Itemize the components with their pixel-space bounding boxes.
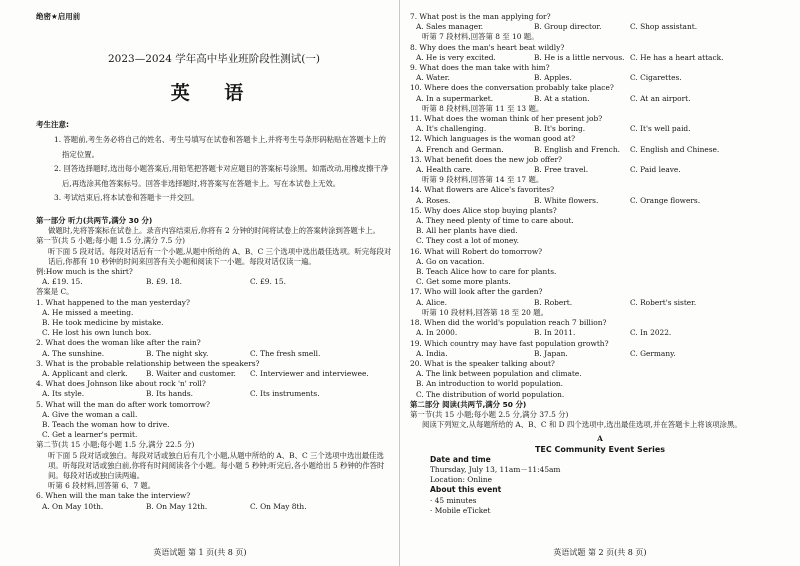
question: 20. What is the speaker talking about? <box>410 358 555 368</box>
option: A. Roses. <box>416 195 451 205</box>
option: C. Germany. <box>630 348 676 358</box>
option: C. It's well paid. <box>630 124 691 134</box>
confidential-mark: 绝密★启用前 <box>36 12 81 21</box>
notice-list <box>36 133 392 206</box>
option: A. Alice. <box>416 297 447 307</box>
subject-title: 英 语 <box>170 82 258 105</box>
option: C. Shop assistant. <box>630 22 698 32</box>
option: B. Robert. <box>534 297 573 307</box>
option: C. He lost his own lunch box. <box>42 328 152 338</box>
option: A. Go on vacation. <box>416 256 485 266</box>
options-row <box>36 349 392 359</box>
option: B. It's boring. <box>534 124 586 134</box>
option: C. He has a heart attack. <box>630 52 724 62</box>
options-row <box>410 196 790 206</box>
options-row <box>410 145 790 155</box>
section1-title: 第一节(共 5 小题;每小题 1.5 分,满分 7.5 分) <box>36 236 185 246</box>
question: 16. What will Robert do tomorrow? <box>410 246 543 256</box>
page-2 <box>400 0 800 566</box>
option: C. On May 8th. <box>250 501 307 511</box>
location-text: Location: Online <box>430 475 492 485</box>
option: A. India. <box>416 348 448 358</box>
notice-item: 2. 回答选择题时,选出每小题答案后,用铅笔把答题卡对应题目的答案标号涂黑。如需改动,用橡皮擦干净后,再选涂其他答案标号。回答非选择题时,将答案写在答题卡上。写在本试卷上无效。 <box>54 164 389 188</box>
option: B. Its hands. <box>146 389 193 399</box>
part1-intro: 做题时,先将答案标在试卷上。录音内容结束后,你将有 2 分钟的时间将试卷上的答案转涂到答题卡上。 <box>48 226 380 236</box>
option: A. Water. <box>416 73 450 83</box>
question: 4. What does Johnson like about rock 'n' roll? <box>36 379 206 389</box>
section1-intro: 听下面 5 段对话。每段对话后有一个小题,从题中所给的 A、B、C 三个选项中选出最佳选项。听完每段对话后,你都有 10 秒钟的时间来回答有关小题和阅读下一小题。每段对话仅读一遍。 <box>48 246 392 266</box>
reading-section1-title: 第一节(共 15 小题;每小题 2.5 分,满分 37.5 分) <box>410 409 569 419</box>
notice-item: 3. 考试结束后,将本试卷和答题卡一并交回。 <box>54 193 199 203</box>
question: 3. What is the probable relationship between the speakers? <box>36 358 260 368</box>
option: C. They cost a lot of money. <box>416 236 519 246</box>
option: B. Japan. <box>534 348 568 358</box>
option: B. All her plants have died. <box>416 226 518 236</box>
question: 19. Which country may have fast population growth? <box>410 338 609 348</box>
options-row <box>410 349 790 359</box>
page-footer: 英语试题 第 2 页(共 8 页) <box>553 547 647 557</box>
material-note: 听第 10 段材料,回答第 18 至 20 题。 <box>422 307 548 317</box>
material-note: 听第 6 段材料,回答第 6、7 题。 <box>48 481 156 491</box>
options-row <box>410 94 790 104</box>
option: A. In 2000. <box>416 328 458 338</box>
option: A. French and German. <box>416 144 504 154</box>
option: C. At an airport. <box>630 93 691 103</box>
part1-title: 第一部分 听力(共两节,满分 30 分) <box>36 215 153 225</box>
option: A. Its style. <box>42 389 85 399</box>
options-row <box>36 502 392 512</box>
option: C. English and Chinese. <box>630 144 720 154</box>
example-answer: 答案是 C。 <box>36 287 74 297</box>
question: 5. What will the man do after work tomorrow? <box>36 399 210 409</box>
example-options <box>36 277 392 287</box>
option: A. Health care. <box>416 165 473 175</box>
page-footer: 英语试题 第 1 页(共 8 页) <box>153 547 247 557</box>
exam-title: 2023—2024 学年高中毕业班阶段性测试(一) <box>108 53 320 66</box>
option: C. Interviewer and interviewee. <box>250 368 369 378</box>
question-list-1 <box>36 298 392 441</box>
bullet-item: · 45 minutes <box>430 495 477 505</box>
option: B. Waiter and customer. <box>146 368 236 378</box>
options-row <box>36 389 392 399</box>
material-note: 听第 9 段材料,回答第 14 至 17 题。 <box>422 175 544 185</box>
option: A. He missed a meeting. <box>42 307 134 317</box>
option: B. Group director. <box>534 22 602 32</box>
question: 1. What happened to the man yesterday? <box>36 297 190 307</box>
question: 8. Why does the man's heart beat wildly? <box>410 42 565 52</box>
notice-item: 1. 答题前,考生务必将自己的姓名、考生号填写在试卷和答题卡上,并将考生号条形码粘贴在答题卡上的指定位置。 <box>54 135 386 159</box>
option: B. In 2011. <box>534 328 576 338</box>
option: B. An introduction to world population. <box>416 379 564 389</box>
passage-title: TEC Community Event Series <box>534 444 666 454</box>
option: C. The distribution of world population. <box>416 389 565 399</box>
option: C. In 2022. <box>630 328 672 338</box>
options-row <box>410 328 790 338</box>
option: B. He is a little nervous. <box>534 52 625 62</box>
option: B. Apples. <box>534 73 572 83</box>
bullet-item: · Mobile eTicket <box>430 505 491 515</box>
options-row <box>410 124 790 134</box>
section2-title: 第二节(共 15 小题;每小题 1.5 分,满分 22.5 分) <box>36 440 195 450</box>
option: B. £9. 18. <box>146 277 182 287</box>
option: B. Teach the woman how to drive. <box>42 419 170 429</box>
options-row <box>410 73 790 83</box>
option: C. Orange flowers. <box>630 195 701 205</box>
question: 13. What benefit does the new job offer? <box>410 154 563 164</box>
option: C. Get a learner's permit. <box>42 430 138 440</box>
reading-intro: 阅读下列短文,从每题所给的 A、B、C 和 D 四个选项中,选出最佳选项,并在答题卡上将该项涂黑。 <box>422 420 742 430</box>
option: B. On May 12th. <box>146 501 208 511</box>
passage-letter: A <box>597 434 603 444</box>
option: A. They need plenty of time to care about. <box>416 216 574 226</box>
question: 10. Where does the conversation probably take place? <box>410 83 614 93</box>
example-question: 例:How much is the shirt? <box>36 266 133 276</box>
question: 7. What post is the man applying for? <box>410 12 551 21</box>
option: A. In a supermarket. <box>416 93 494 103</box>
option: A. The sunshine. <box>42 348 105 358</box>
options-row <box>36 369 392 379</box>
material-note: 听第 8 段材料,回答第 11 至 13 题。 <box>422 103 544 113</box>
question: 12. Which languages is the woman good at? <box>410 134 576 144</box>
question: 9. What does the man take with him? <box>410 63 550 73</box>
option: C. Paid leave. <box>630 165 681 175</box>
question: 15. Why does Alice stop buying plants? <box>410 205 557 215</box>
option: B. White flowers. <box>534 195 599 205</box>
options-row <box>410 22 790 32</box>
material-note: 听第 7 段材料,回答第 8 至 10 题。 <box>422 32 539 42</box>
option: B. Teach Alice how to care for plants. <box>416 267 557 277</box>
option: A. Sales manager. <box>416 22 484 32</box>
option: A. He is very excited. <box>416 52 496 62</box>
question: 6. When will the man take the interview? <box>36 491 191 501</box>
option: C. Get some more plants. <box>416 277 511 287</box>
option: A. On May 10th. <box>42 501 104 511</box>
option: A. Give the woman a call. <box>42 409 138 419</box>
option: A. £19. 15. <box>42 277 83 287</box>
option: C. Cigarettes. <box>630 73 682 83</box>
about-heading: About this event <box>430 485 502 495</box>
option: C. Robert's sister. <box>630 297 697 307</box>
option: A. The link between population and climate. <box>416 369 582 379</box>
option: A. Applicant and clerk. <box>42 368 128 378</box>
option: B. Free travel. <box>534 165 589 175</box>
option: B. English and French. <box>534 144 620 154</box>
question: 11. What does the woman think of her present job? <box>410 114 603 124</box>
question: 17. Who will look after the garden? <box>410 287 543 297</box>
option: B. He took medicine by mistake. <box>42 317 164 327</box>
options-row <box>410 298 790 308</box>
option: C. The fresh smell. <box>250 348 321 358</box>
part2-title: 第二部分 阅读(共两节,满分 50 分) <box>410 399 527 409</box>
section2-intro: 听下面 5 段对话或独白。每段对话或独白后有几个小题,从题中所给的 A、B、C 三个选项中选出最佳选项。听每段对话或独白前,你将有时间阅读各个小题。每小题 5 秒钟;听完后,各小题给出 5 秒钟的作答时间。每段对话或独白读两遍。 <box>48 450 385 480</box>
option: A. It's challenging. <box>416 124 487 134</box>
options-row <box>410 53 790 63</box>
option: B. The night sky. <box>146 348 209 358</box>
question: 2. What does the woman like after the rain? <box>36 338 201 348</box>
notice-heading: 考生注意: <box>36 120 69 130</box>
question-list-2 <box>410 12 790 400</box>
date-text: Thursday, July 13, 11am－11:45am <box>430 464 561 474</box>
question: 18. When did the world's population reach 7 billion? <box>410 318 607 328</box>
option: B. At a station. <box>534 93 590 103</box>
option: C. Its instruments. <box>250 389 320 399</box>
date-heading: Date and time <box>430 454 491 464</box>
question: 14. What flowers are Alice's favorites? <box>410 185 555 195</box>
options-row <box>410 165 790 175</box>
option: C. £9. 15. <box>250 277 286 287</box>
